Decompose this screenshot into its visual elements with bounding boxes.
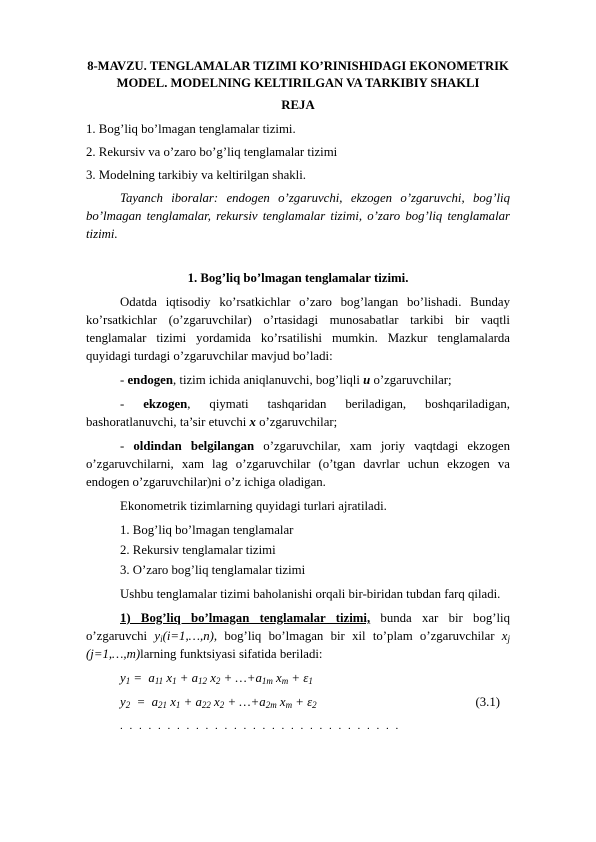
list-item: 2. Rekursiv tenglamalar tizimi [120,543,276,557]
page-title: 8-MAVZU. TENGLAMALAR TIZIMI KO’RINISHIDAGI EKONOMETRIK MODEL. MODELNING KELTIRILGAN VA TARKIBIY SHAKLI [87,59,509,90]
list-item: 1. Bog’liq bo’lmagan tenglamalar [120,523,294,537]
unrelated-system-definition: 1) Bog’liq bo’lmagan tenglamalar tizimi, bunda xar bir bog’liq o’zgaruvchi $y_i(i=1,\dots,n)$, bog’liq bo’lmagan bir xil to’plam o’zgaruvchilar $x_j$ (j=1,…,m)larning funktsiyasi sifatida beriladi: [86,611,511,661]
plan-heading: REJA [281,98,315,112]
equation-line-1: $y_1 = a_{11}$ $x_1 + a_{12}$ $x_2$ + $\dots+a_{1m}$ $x_m + \varepsilon_1$ [120,671,313,686]
types-intro: Ekonometrik tizimlarning quyidagi turlari ajratiladi. [120,499,387,513]
equation-number: (3.1) [475,695,500,709]
plan-item-3: 3. Modelning tarkibiy va keltirilgan shakli. [86,168,306,182]
definition-exogen: - ekzogen, qiymati tashqaridan beriladigan, boshqariladigan, bashoratlanuvchi, ta’sir etuvchi x o’zgaruvchilar; [86,397,510,429]
document-page [86,58,510,735]
keywords-paragraph: Tayanch iboralar: endogen o’zgaruvchi, ekzogen o’zgaruvchi, bog’liq bo’lmagan tenglamalar, rekursiv tenglamalar tizimi, o’zaro bog’liq tenglamalar tizimi. [86,191,510,241]
plan-item-1: 1. Bog’liq bo’lmagan tenglamalar tizimi. [86,122,296,136]
types-difference: Ushbu tenglamalar tizimi baholanishi orqali bir-biridan tubdan farq qiladi. [120,587,501,601]
types-list [120,521,510,579]
definition-endogen: - endogen, tizim ichida aniqlanuvchi, bog’liqli u o’zgaruvchilar; [120,373,452,387]
plan-item-2: 2. Rekursiv va o’zaro bo’g’liq tenglamalar tizimi [86,145,338,159]
continuation-dots: . . . . . . . . . . . . . . . . . . . . . . . . . . . . . . [120,720,401,732]
section-1-title: 1. Bog’liq bo’lmagan tenglamalar tizimi. [187,271,409,285]
list-item: 3. O’zaro bog’liq tenglamalar tizimi [120,563,306,577]
intro-paragraph: Odatda iqtisodiy ko’rsatkichlar o’zaro bog’langan bo’lishadi. Bunday ko’rsatkichlar (o’zgaruvchilar) o’rtasidagi munosabatlar tarkibi bir vaqtli tenglamalar tizimi yordamida ko’rsatilishi mumkin. Mazkur tenglamalarda quyidagi turdagi o’zgaruvchilar mavjud bo’ladi: [86,295,510,363]
definition-predetermined: - oldindan belgilangan o’zgaruvchilar, xam joriy vaqtdagi ekzogen o’zgaruvchilarni, xam lag o’zgaruvchilar (o’tgan davrlar uchun ekzogen va endogen o’zgaruvchilar)ni o’z ichiga oladigan. [86,439,510,489]
equation-line-2: $y_2 = a_{21}$ $x_1 + a_{22}$ $x_2$ + $\dots+a_{2m}$ $x_m + \varepsilon_2$ (3.1) [120,695,500,710]
